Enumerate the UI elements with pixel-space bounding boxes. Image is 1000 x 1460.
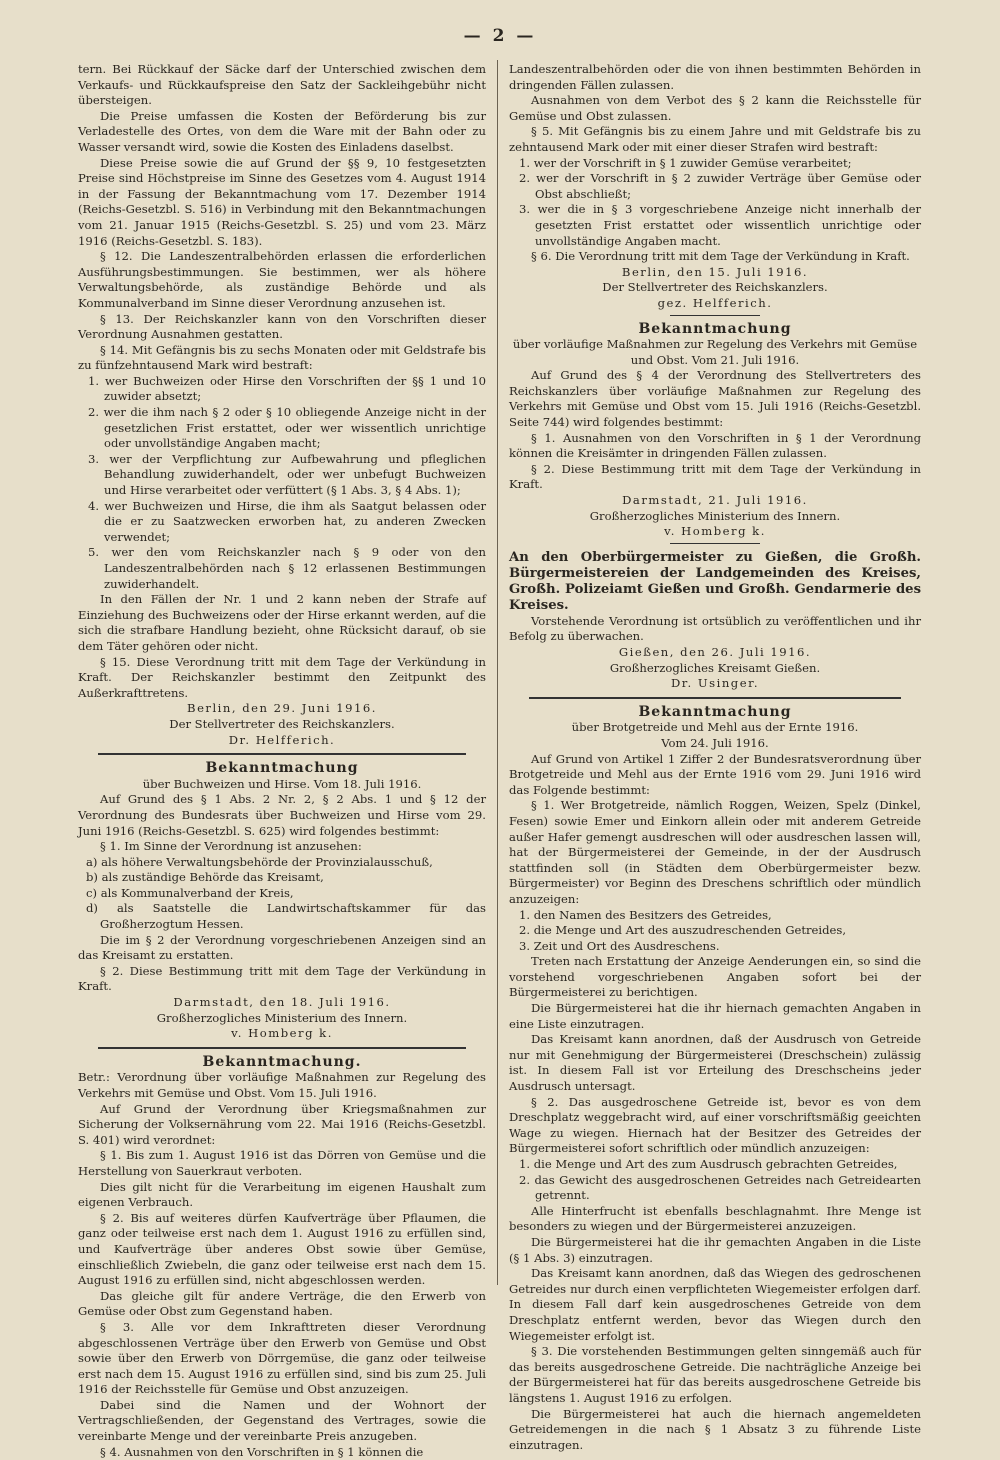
section-rule — [529, 697, 901, 699]
signature-place-date: Gießen, den 26. Juli 1916. — [618, 645, 812, 659]
left-column — [78, 62, 486, 1460]
paragraph: tern. Bei Rückkauf der Säcke darf der Unterschied zwischen dem Verkaufs- und Rückkaufspreise den Satz der Sackleihgebühr nicht übersteigen. — [78, 62, 486, 108]
paragraph: Die Bürgermeisterei hat die ihr hiernach gemachten Angaben in eine Liste einzutragen. — [509, 1001, 921, 1031]
section-heading: Bekanntmachung — [638, 703, 792, 720]
section-heading: Bekanntmachung — [638, 320, 792, 337]
paragraph: Auf Grund des § 1 Abs. 2 Nr. 2, § 2 Abs. 1 und § 12 der Verordnung des Bundesrats über Buchweizen und Hirse vom 29. Juni 1916 (Reichs-Gesetzbl. S. 625) wird folgendes bestimmt: — [78, 792, 486, 838]
list-item: 1. wer Buchweizen oder Hirse den Vorschriften der §§ 1 und 10 zuwider absetzt; — [88, 373, 486, 404]
section-heading: Bekanntmachung. — [202, 1053, 362, 1070]
section-subtitle: über Buchweizen und Hirse. Vom 18. Juli 1916. — [142, 776, 422, 791]
signature-place-date: Berlin, den 29. Juni 1916. — [187, 701, 377, 716]
signature-name: v. Homberg k. — [664, 524, 766, 539]
paragraph: § 14. Mit Gefängnis bis zu sechs Monaten oder mit Geldstrafe bis zu fünfzehntausend Mark wird bestraft: — [78, 342, 486, 373]
signature-place-date: Darmstadt, 21. Juli 1916. — [622, 493, 808, 508]
paragraph: Auf Grund des § 4 der Verordnung des Stellvertreters des Reichskanzlers über vorläufige Maßnahmen zur Regelung des Verkehrs mit Gemüse und Obst vom 15. Juli 1916 (Reichs-Gesetzbl. Seite 744) wird folgendes bestimmt: — [509, 368, 921, 430]
column-divider — [497, 60, 498, 1285]
paragraph: Das Kreisamt kann anordnen, daß der Ausdrusch von Getreide nur mit Genehmigung der Bürgermeisterei (Dreschschein) zulässig ist. In diesem Fall ist vor Erteilung des Dreschscheins jeder Ausdrusch untersagt. — [509, 1032, 921, 1094]
paragraph: In den Fällen der Nr. 1 und 2 kann neben der Strafe auf Einziehung des Buchweizens oder der Hirse erkannt werden, auf die sich die strafbare Handlung bezieht, ohne Rücksicht darauf, ob sie dem Täter gehören oder nicht. — [78, 592, 486, 653]
short-rule — [670, 315, 760, 316]
subject-line: Betr.: Verordnung über vorläufige Maßnahmen zur Regelung des Verkehrs mit Gemüse und Obst. Vom 15. Juli 1916. — [78, 1070, 486, 1100]
list-item: a) als höhere Verwaltungsbehörde der Provinzialausschuß, — [86, 854, 433, 869]
paragraph: § 13. Der Reichskanzler kann von den Vorschriften dieser Verordnung Ausnahmen gestatten. — [78, 311, 486, 342]
short-rule — [670, 543, 760, 544]
page-number: — 2 — — [463, 26, 537, 46]
list-item: c) als Kommunalverband der Kreis, — [86, 885, 294, 900]
paragraph: § 1. Wer Brotgetreide, nämlich Roggen, Weizen, Spelz (Dinkel, Fesen) sowie Emer und Einkorn allein oder mit anderem Getreide außer Hafer gemengt ausdreschen will oder ausdreschen lassen will, hat der Bürgermeisterei der Gemeinde, in der der Ausdrusch stattfinden soll (in Städten dem Oberbürgermeister bezw. Bürgermeister) vor Beginn des Dreschens schriftlich oder mündlich anzuzeigen: — [509, 798, 921, 906]
signature-title: Der Stellvertreter des Reichskanzlers. — [169, 716, 395, 731]
paragraph: Landeszentralbehörden oder die von ihnen bestimmten Behörden in dringenden Fällen zulassen. — [509, 62, 921, 92]
section-heading: Bekanntmachung — [205, 760, 359, 777]
paragraph: § 1. Ausnahmen von den Vorschriften in § 1 der Verordnung können die Kreisämter in dringenden Fällen zulassen. — [509, 430, 921, 461]
list-item: 2. wer der Vorschrift in § 2 zuwider Verträge über Gemüse oder Obst abschließt; — [519, 171, 921, 201]
paragraph: Das Kreisamt kann anordnen, daß das Wiegen des gedroschenen Getreides nur durch einen verpflichteten Wiegemeister erfolgen darf. In diesem Fall darf kein ausgedroschenes Getreide von dem Dreschplatz entfernt werden, bevor das Wiegen durch den Wiegemeister erfolgt ist. — [509, 1266, 921, 1343]
paragraph: § 4. Ausnahmen von den Vorschriften in § 1 können die — [100, 1444, 424, 1459]
section-subtitle: über vorläufige Maßnahmen zur Regelung des Verkehrs mit Gemüse und Obst. Vom 21. Juli 1916. — [512, 337, 918, 367]
signature-name: Dr. Usinger. — [670, 676, 760, 691]
signature-place-date: Darmstadt, den 18. Juli 1916. — [173, 995, 391, 1010]
signature-name: gez. Helfferich. — [657, 295, 773, 310]
list-item: b) als zuständige Behörde das Kreisamt, — [86, 870, 324, 885]
paragraph: § 1. Bis zum 1. August 1916 ist das Dörren von Gemüse und die Herstellung von Sauerkraut verboten. — [78, 1148, 486, 1178]
signature-name: Dr. Helfferich. — [228, 732, 336, 747]
paragraph: § 1. Im Sinne der Verordnung ist anzusehen: — [100, 839, 362, 854]
paragraph: Dies gilt nicht für die Verarbeitung im eigenen Haushalt zum eigenen Verbrauch. — [78, 1179, 486, 1210]
section-rule — [98, 1047, 466, 1049]
list-item: 1. die Menge und Art des zum Ausdrusch gebrachten Getreides, — [519, 1157, 898, 1171]
section-rule — [98, 753, 466, 755]
paragraph: § 12. Die Landeszentralbehörden erlassen die erforderlichen Ausführungsbestimmungen. Sie bestimmen, wer als höhere Verwaltungsbehörde, als zuständige Behörde und als Kommunalverband im Sinne dieser Verordnung anzusehen ist. — [78, 249, 486, 310]
list-item: 4. wer Buchweizen und Hirse, die ihm als Saatgut belassen oder die er zu Saatzwecken erworben hat, zu anderen Zwecken verwendet; — [88, 498, 486, 544]
paragraph: § 5. Mit Gefängnis bis zu einem Jahre und mit Geldstrafe bis zu zehntausend Mark oder mit einer dieser Strafen wird bestraft: — [509, 124, 921, 154]
list-item: 2. die Menge und Art des auszudreschenden Getreides, — [519, 923, 847, 938]
list-item: d) als Saatstelle die Landwirtschaftskammer für das Großherzogtum Hessen. — [86, 901, 486, 932]
signature-name: v. Homberg k. — [231, 1026, 333, 1041]
section-date: Vom 24. Juli 1916. — [661, 735, 769, 750]
signature-title: Großherzogliches Ministerium des Innern. — [589, 508, 841, 523]
right-column — [509, 62, 921, 1453]
list-item: 3. wer der Verpflichtung zur Aufbewahrung und pfleglichen Behandlung zuwiderhandelt, oder wer unbefugt Buchweizen und Hirse verarbeitet oder verfüttert (§ 1 Abs. 3, § 4 Abs. 1); — [88, 451, 486, 498]
paragraph: § 15. Diese Verordnung tritt mit dem Tage der Verkündung in Kraft. Der Reichskanzler bestimmt den Zeitpunkt des Außerkrafttretens. — [78, 654, 486, 700]
paragraph: Diese Preise sowie die auf Grund der §§ 9, 10 festgesetzten Preise sind Höchstpreise im Sinne des Gesetzes vom 4. August 1914 in der Fassung der Bekanntmachung vom 17. Dezember 1914 (Reichs-Gesetzbl. S. 516) in Verbindung mit den Bekanntmachungen vom 21. Januar 1915 (Reichs-Gesetzbl. S. 25) und vom 23. März 1916 (Reichs-Gesetzbl. S. 183). — [78, 155, 486, 248]
list-item: 5. wer den vom Reichskanzler nach § 9 oder von den Landeszentralbehörden nach § 12 erlassenen Bestimmungen zuwiderhandelt. — [88, 545, 486, 591]
paragraph: § 2. Bis auf weiteres dürfen Kaufverträge über Pflaumen, die ganz oder teilweise erst nach dem 1. August 1916 zu erfüllen sind, und Kaufverträge über anderes Obst sowie über Gemüse, einschließlich Zwiebeln, die ganz oder teilweise erst nach dem 15. August 1916 zu erfüllen sind, nicht abgeschlossen werden. — [78, 1210, 486, 1288]
paragraph: § 3. Alle vor dem Inkrafttreten dieser Verordnung abgeschlossenen Verträge über den Erwerb von Gemüse und Obst sowie über den Erwerb von Dörrgemüse, die ganz oder teilweise erst nach dem 15. August 1916 zu erfüllen sind, sind bis zum 25. Juli 1916 der Reichsstelle für Gemüse und Obst anzuzeigen. — [78, 1319, 486, 1397]
paragraph: § 2. Diese Bestimmung tritt mit dem Tage der Verkündung in Kraft. — [78, 963, 486, 994]
paragraph: § 3. Die vorstehenden Bestimmungen gelten sinngemäß auch für das bereits ausgedroschene Getreide. Die nachträgliche Anzeige bei der Bürgermeisterei hat für das bereits ausgedroschene Getreide bis längstens 1. August 1916 zu erfolgen. — [509, 1344, 921, 1405]
section-subtitle: über Brotgetreide und Mehl aus der Ernte 1916. — [571, 720, 859, 735]
paragraph: Die Preise umfassen die Kosten der Beförderung bis zur Verladestelle des Ortes, von dem die Ware mit der Bahn oder zu Wasser versandt wird, sowie die Kosten des Einladens daselbst. — [78, 108, 486, 154]
signature-title: Der Stellvertreter des Reichskanzlers. — [602, 280, 828, 295]
paragraph: Die Bürgermeisterei hat auch die hiernach angemeldeten Getreidemengen in die nach § 1 Absatz 3 zu führende Liste einzutragen. — [509, 1406, 921, 1452]
paragraph: Vorstehende Verordnung ist ortsüblich zu veröffentlichen und ihr Befolg zu überwachen. — [509, 613, 921, 644]
paragraph: Alle Hinterfrucht ist ebenfalls beschlagnahmt. Ihre Menge ist besonders zu wiegen und der Bürgermeisterei anzuzeigen. — [509, 1203, 921, 1234]
list-item: 1. den Namen des Besitzers des Getreides, — [519, 907, 772, 922]
signature-title: Großherzogliches Ministerium des Innern. — [156, 1010, 408, 1025]
signature-place-date: Berlin, den 15. Juli 1916. — [621, 264, 809, 279]
list-item: 2. wer die ihm nach § 2 oder § 10 obliegende Anzeige nicht in der gesetzlichen Frist erstattet, oder wer wissentlich unrichtige oder unvollständige Angaben macht; — [88, 405, 486, 451]
paragraph: Auf Grund der Verordnung über Kriegsmaßnahmen zur Sicherung der Volksernährung vom 22. Mai 1916 (Reichs-Gesetzbl. S. 401) wird verordnet: — [78, 1101, 486, 1147]
paragraph: § 2. Das ausgedroschene Getreide ist, bevor es von dem Dreschplatz weggebracht wird, auf einer vorschriftsmäßig geeichten Wage zu wiegen. Hiernach hat der Besitzer des Getreides der Bürgermeisterei sofort schriftlich oder mündlich anzuzeigen: — [509, 1094, 921, 1156]
list-item: 3. wer die in § 3 vorgeschriebene Anzeige nicht innerhalb der gesetzten Frist erstattet oder wissentlich unrichtige oder unvollständige Angaben macht. — [519, 202, 921, 248]
list-item: 3. Zeit und Ort des Ausdreschens. — [519, 938, 720, 953]
list-item: 2. das Gewicht des ausgedroschenen Getreides nach Getreidearten getrennt. — [519, 1172, 921, 1203]
paragraph: Die im § 2 der Verordnung vorgeschriebenen Anzeigen sind an das Kreisamt zu erstatten. — [78, 932, 486, 963]
paragraph: § 2. Diese Bestimmung tritt mit dem Tage der Verkündung in Kraft. — [509, 461, 921, 492]
paragraph: Auf Grund von Artikel 1 Ziffer 2 der Bundesratsverordnung über Brotgetreide und Mehl aus der Ernte 1916 vom 29. Juni 1916 wird das Folgende bestimmt: — [509, 751, 921, 797]
list-item: 1. wer der Vorschrift in § 1 zuwider Gemüse verarbeitet; — [519, 155, 852, 170]
paragraph: Die Bürgermeisterei hat die ihr gemachten Angaben in die Liste (§ 1 Abs. 3) einzutragen. — [509, 1234, 921, 1265]
paragraph: § 6. Die Verordnung tritt mit dem Tage der Verkündung in Kraft. — [531, 249, 910, 264]
signature-title: Großherzogliches Kreisamt Gießen. — [609, 660, 821, 675]
paragraph: Treten nach Erstattung der Anzeige Aenderungen ein, so sind die vorstehend vorgeschriebenen Angaben sofort bei der Bürgermeisterei zu berichtigen. — [509, 954, 921, 1000]
paragraph: Ausnahmen von dem Verbot des § 2 kann die Reichsstelle für Gemüse und Obst zulassen. — [509, 93, 921, 123]
addressees-heading: An den Oberbürgermeister zu Gießen, die Großh. Bürgermeistereien der Landgemeinden des Kreises, Großh. Polizeiamt Gießen und Großh. Gendarmerie des Kreises. — [509, 549, 921, 613]
paragraph: Dabei sind die Namen und der Wohnort der Vertragschließenden, der Gegenstand des Vertrages, sowie die vereinbarte Menge und der vereinbarte Preis anzugeben. — [78, 1397, 486, 1444]
paragraph: Das gleiche gilt für andere Verträge, die den Erwerb von Gemüse oder Obst zum Gegenstand haben. — [78, 1288, 486, 1319]
